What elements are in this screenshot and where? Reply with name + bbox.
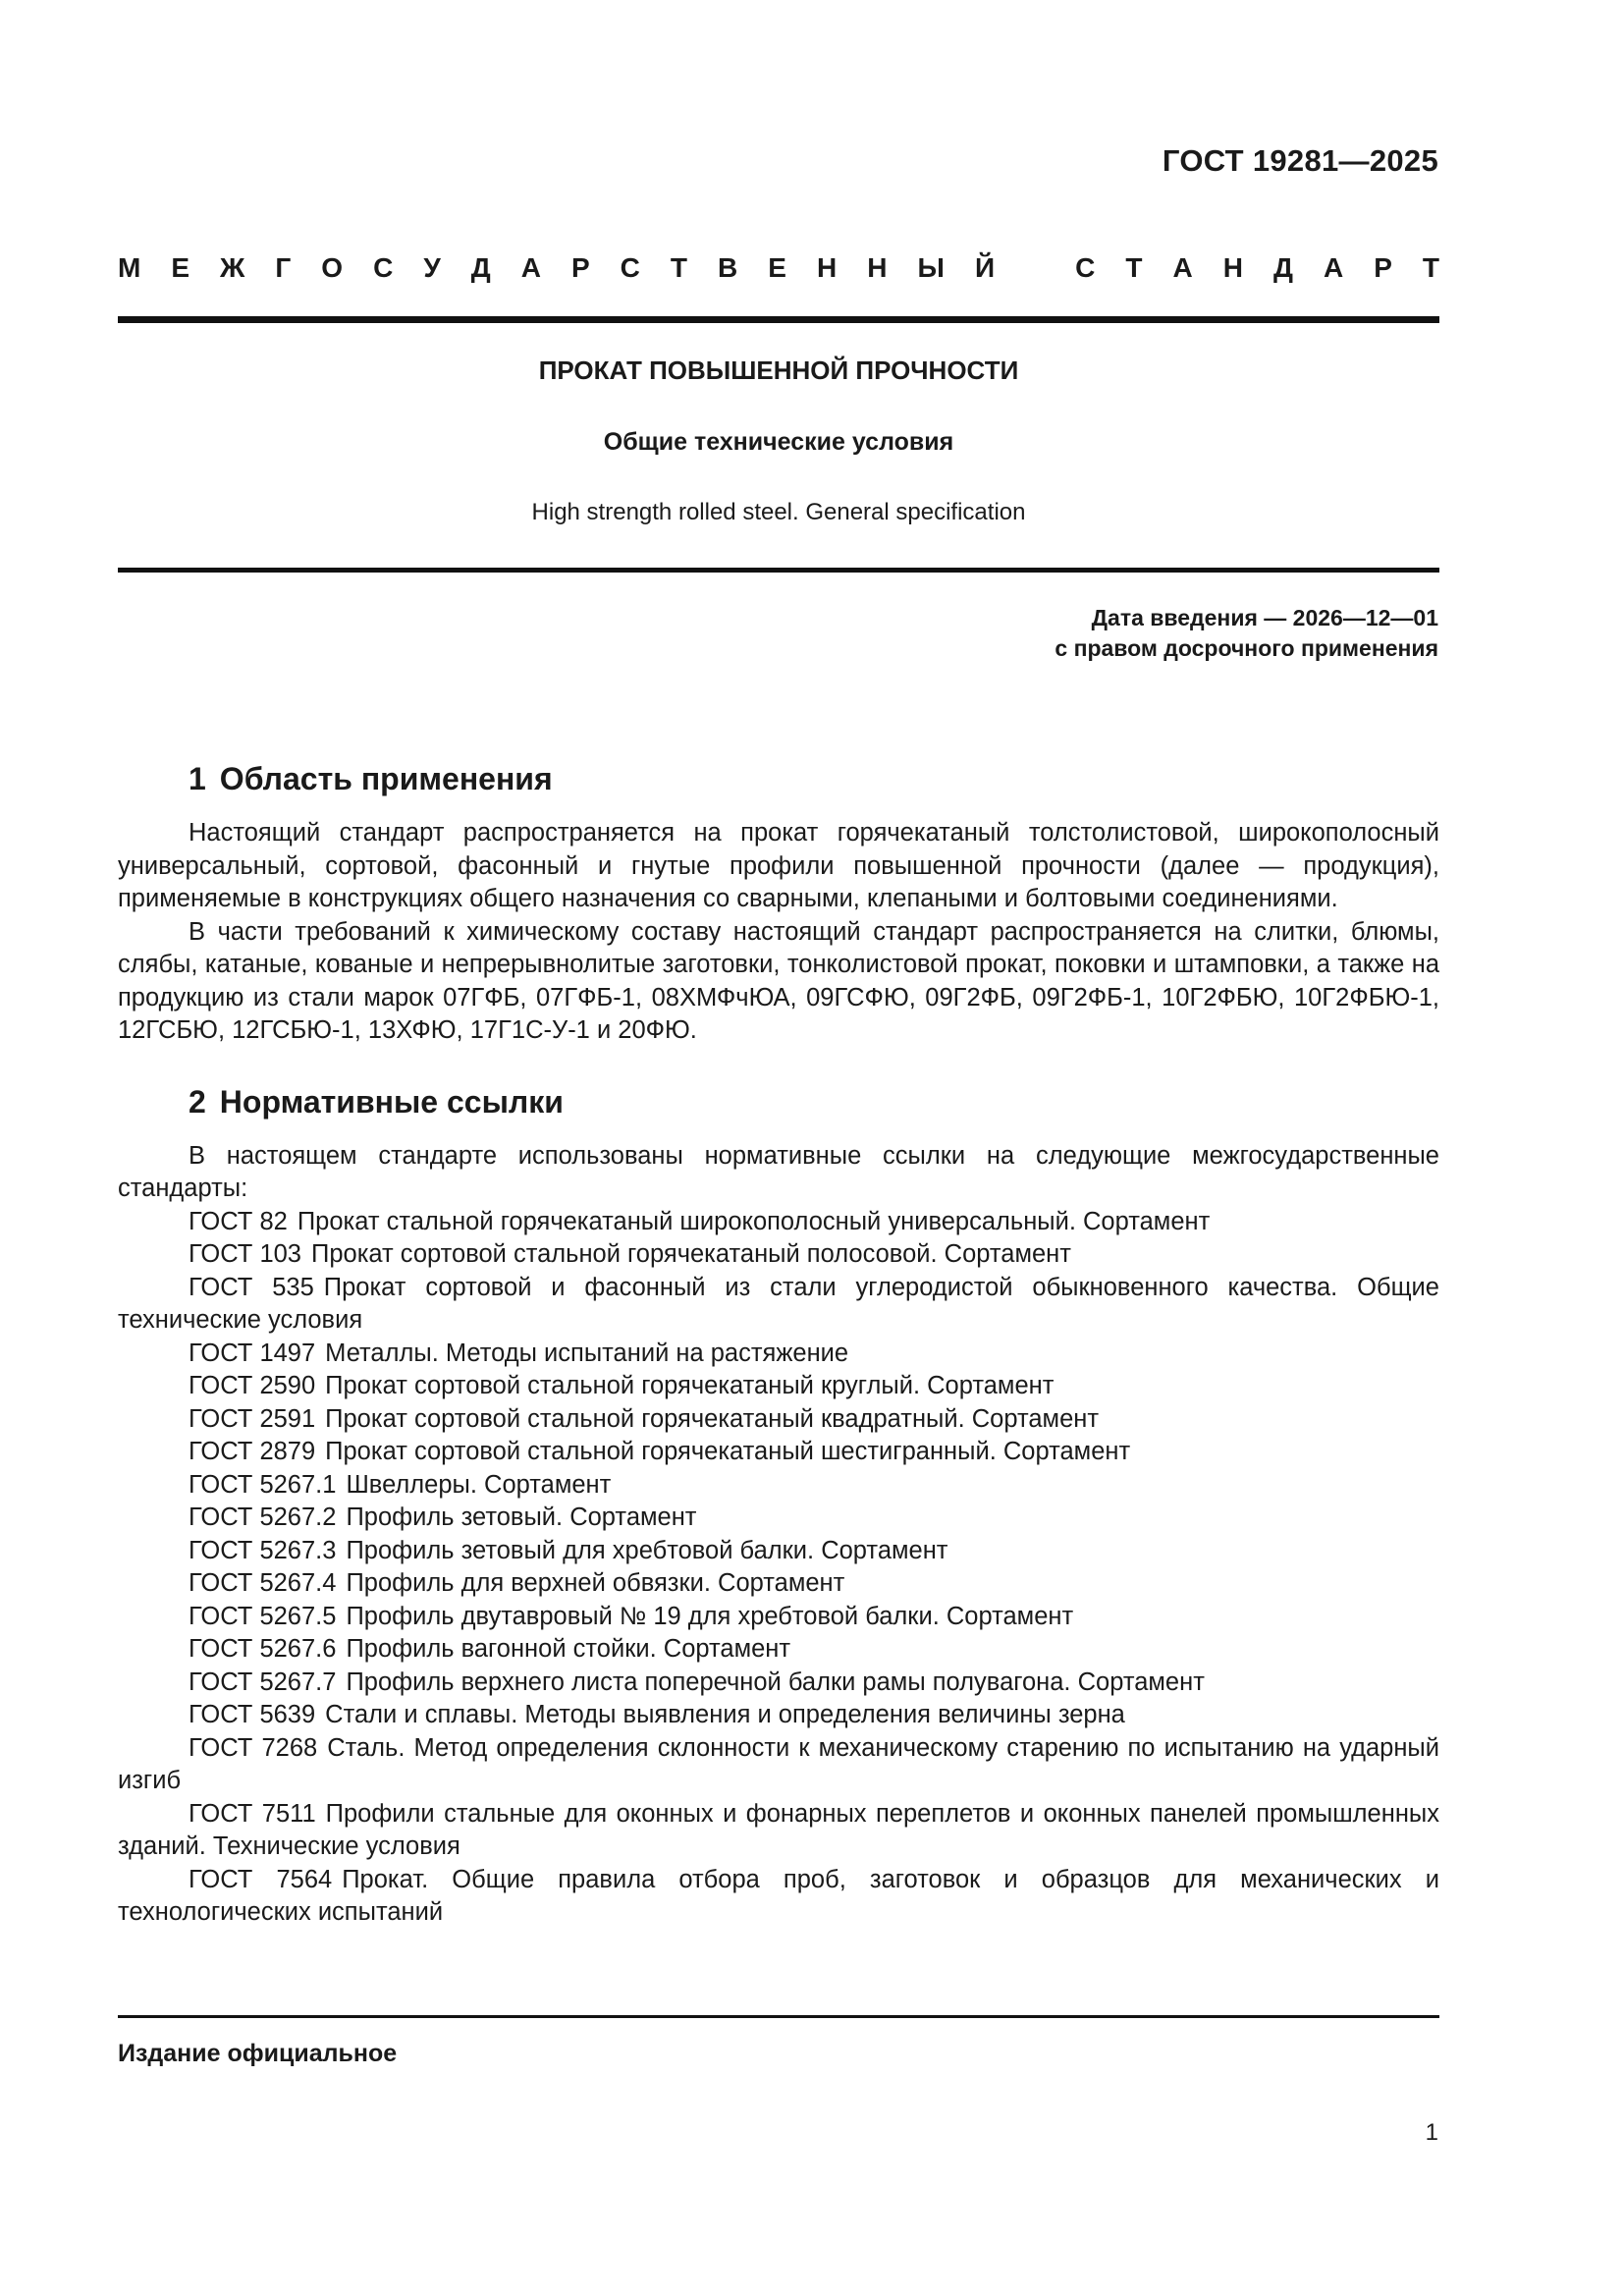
reference-code: ГОСТ 5267.6 bbox=[189, 1635, 337, 1663]
reference-code: ГОСТ 103 bbox=[189, 1240, 301, 1268]
reference-code: ГОСТ 5267.4 bbox=[189, 1569, 337, 1597]
top-divider bbox=[118, 316, 1439, 323]
banner-letter: Й bbox=[974, 252, 996, 283]
banner-letter: С bbox=[1075, 252, 1096, 283]
reference-code: ГОСТ 5267.1 bbox=[189, 1470, 337, 1499]
document-title-english: High strength rolled steel. General specification bbox=[531, 499, 1026, 525]
reference-item bbox=[118, 1272, 1439, 1338]
reference-item bbox=[118, 1864, 1439, 1930]
introduction-date: Дата введения — 2026—12—01 bbox=[1091, 605, 1438, 630]
section-gap bbox=[118, 1048, 1439, 1081]
banner-letter: Н bbox=[817, 252, 838, 283]
reference-code: ГОСТ 7268 bbox=[189, 1733, 318, 1762]
banner-letter: Ы bbox=[917, 252, 945, 283]
banner-letter: Г bbox=[275, 252, 292, 283]
section-1-paragraph: Настоящий стандарт распространяется на прокат горячекатаный толстолистовой, широкополосный универсальный, сортовой, фасонный и гнутые профили повышенной прочности (далее — продукция), применяемые в конструкциях общего назначения со сварными, клепаными и болтовыми соединениями. bbox=[118, 819, 1439, 912]
reference-code: ГОСТ 5267.2 bbox=[189, 1503, 337, 1531]
banner-letter: Р bbox=[570, 252, 590, 283]
reference-title: Прокат сортовой стальной горячекатаный шестигранный. Сортамент bbox=[325, 1438, 1131, 1465]
reference-item bbox=[118, 1732, 1439, 1798]
reference-title: Швеллеры. Сортамент bbox=[346, 1470, 612, 1499]
document-title: ПРОКАТ ПОВЫШЕННОЙ ПРОЧНОСТИ bbox=[538, 355, 1019, 385]
reference-item bbox=[118, 1469, 1439, 1503]
section-1-paragraph: В части требований к химическому составу настоящий стандарт распространяется на слитки, блюмы, слябы, катаные, кованые и непрерывнолитые заготовки, тонколистовой прокат, поковки и штамповки, а также на продукцию из стали марок 07ГФБ, 07ГФБ-1, 08ХМФчЮА, 09ГСФЮ, 09Г2ФБ, 09Г2ФБ-1, 10Г2ФБЮ, 10Г2ФБЮ-1, 12ГСБЮ, 12ГСБЮ-1, 13ХФЮ, 17Г1С-У-1 и 20ФЮ. bbox=[118, 917, 1439, 1044]
section-1-heading bbox=[189, 758, 1439, 799]
reference-code: ГОСТ 7564 bbox=[189, 1865, 333, 1893]
banner-letter: В bbox=[718, 252, 738, 283]
banner-letter: Е bbox=[768, 252, 786, 283]
banner-word-gap bbox=[1025, 251, 1045, 285]
section-2-intro: В настоящем стандарте использованы нормативные ссылки на следующие межгосударственные стандарты: bbox=[118, 1141, 1439, 1202]
reference-title: Профиль для верхней обвязки. Сортамент bbox=[346, 1569, 845, 1597]
normative-references-list bbox=[118, 1206, 1439, 1930]
reference-code: ГОСТ 1497 bbox=[189, 1339, 316, 1367]
banner-letter: Т bbox=[670, 252, 688, 283]
banner-letter: Н bbox=[867, 252, 888, 283]
section-1-number: 1 bbox=[189, 761, 206, 796]
reference-item bbox=[118, 1206, 1439, 1239]
reference-item bbox=[118, 1798, 1439, 1864]
edition-label: Издание официальное bbox=[118, 2040, 398, 2067]
reference-code: ГОСТ 2591 bbox=[189, 1404, 316, 1433]
middle-divider bbox=[118, 568, 1439, 573]
banner-letter: Н bbox=[1222, 252, 1243, 283]
reference-title: Профиль двутавровый № 19 для хребтовой балки. Сортамент bbox=[346, 1602, 1074, 1630]
reference-item bbox=[118, 1238, 1439, 1272]
reference-item bbox=[118, 1567, 1439, 1601]
document-body bbox=[118, 758, 1439, 1930]
reference-item bbox=[118, 1436, 1439, 1469]
reference-code: ГОСТ 5267.3 bbox=[189, 1536, 337, 1564]
banner-letter: М bbox=[118, 252, 141, 283]
standard-type-banner bbox=[118, 251, 1439, 285]
reference-title: Прокат сортовой и фасонный из стали углеродистой обыкновенного качества. Общие технические условия bbox=[118, 1273, 1439, 1334]
early-application-note: с правом досрочного применения bbox=[1055, 635, 1438, 661]
section-1-title: Область применения bbox=[219, 761, 553, 796]
reference-code: ГОСТ 2590 bbox=[189, 1372, 316, 1399]
reference-item bbox=[118, 1403, 1439, 1437]
document-id: ГОСТ 19281—2025 bbox=[1162, 143, 1438, 178]
document-subtitle: Общие технические условия bbox=[603, 428, 954, 456]
banner-letter: Т bbox=[1422, 252, 1439, 283]
reference-code: ГОСТ 5267.5 bbox=[189, 1602, 337, 1630]
reference-code: ГОСТ 5267.7 bbox=[189, 1667, 337, 1696]
banner-letter: Д bbox=[1272, 252, 1293, 283]
banner-letter: А bbox=[1323, 252, 1344, 283]
reference-title: Профиль зетовый для хребтовой балки. Сортамент bbox=[346, 1536, 948, 1564]
section-2-title: Нормативные ссылки bbox=[219, 1083, 564, 1120]
banner-letter: Д bbox=[470, 252, 491, 283]
banner-letter: С bbox=[373, 252, 394, 283]
reference-code: ГОСТ 2879 bbox=[189, 1438, 316, 1465]
reference-title: Прокат сортовой стальной горячекатаный полосовой. Сортамент bbox=[311, 1240, 1071, 1268]
banner-letter: Р bbox=[1374, 252, 1392, 283]
reference-code: ГОСТ 82 bbox=[189, 1207, 288, 1235]
reference-code: ГОСТ 7511 bbox=[189, 1799, 316, 1828]
banner-letter: Е bbox=[171, 252, 190, 283]
banner-letter: О bbox=[321, 252, 344, 283]
reference-title: Профиль вагонной стойки. Сортамент bbox=[346, 1635, 791, 1663]
section-2-number: 2 bbox=[189, 1083, 206, 1120]
reference-title: Профиль зетовый. Сортамент bbox=[346, 1503, 697, 1531]
reference-item bbox=[118, 1338, 1439, 1371]
reference-code: ГОСТ 5639 bbox=[189, 1701, 316, 1728]
reference-code: ГОСТ 535 bbox=[189, 1273, 314, 1301]
reference-title: Прокат сортовой стальной горячекатаный квадратный. Сортамент bbox=[325, 1404, 1100, 1433]
reference-item bbox=[118, 1699, 1439, 1732]
banner-letter: А bbox=[520, 252, 541, 283]
reference-title: Стали и сплавы. Методы выявления и определения величины зерна bbox=[325, 1701, 1125, 1728]
banner-letter: У bbox=[423, 252, 441, 283]
banner-letter: Ж bbox=[220, 252, 245, 283]
reference-item bbox=[118, 1370, 1439, 1403]
banner-letter: С bbox=[620, 252, 640, 283]
reference-item bbox=[118, 1535, 1439, 1568]
reference-title: Профили стальные для оконных и фонарных переплетов и оконных панелей промышленных зданий. Технические условия bbox=[118, 1799, 1439, 1860]
banner-letter: Т bbox=[1125, 252, 1143, 283]
banner-letter: А bbox=[1172, 252, 1193, 283]
reference-title: Металлы. Методы испытаний на растяжение bbox=[325, 1339, 849, 1367]
reference-item bbox=[118, 1667, 1439, 1700]
reference-title: Профиль верхнего листа поперечной балки рамы полувагона. Сортамент bbox=[346, 1667, 1205, 1696]
section-2-heading bbox=[189, 1081, 1439, 1122]
introduction-date-block bbox=[1055, 603, 1438, 664]
reference-title: Прокат сортовой стальной горячекатаный круглый. Сортамент bbox=[325, 1372, 1055, 1399]
page-number: 1 bbox=[1425, 2119, 1438, 2146]
reference-title: Прокат. Общие правила отбора проб, заготовок и образцов для механических и технологических испытаний bbox=[118, 1865, 1440, 1926]
reference-item bbox=[118, 1502, 1439, 1535]
reference-title: Прокат стальной горячекатаный широкополосный универсальный. Сортамент bbox=[297, 1207, 1211, 1235]
reference-item bbox=[118, 1601, 1439, 1634]
reference-item bbox=[118, 1633, 1439, 1667]
reference-title: Сталь. Метод определения склонности к механическому старению по испытанию на ударный изгиб bbox=[118, 1733, 1439, 1794]
footer-divider bbox=[118, 2015, 1439, 2018]
